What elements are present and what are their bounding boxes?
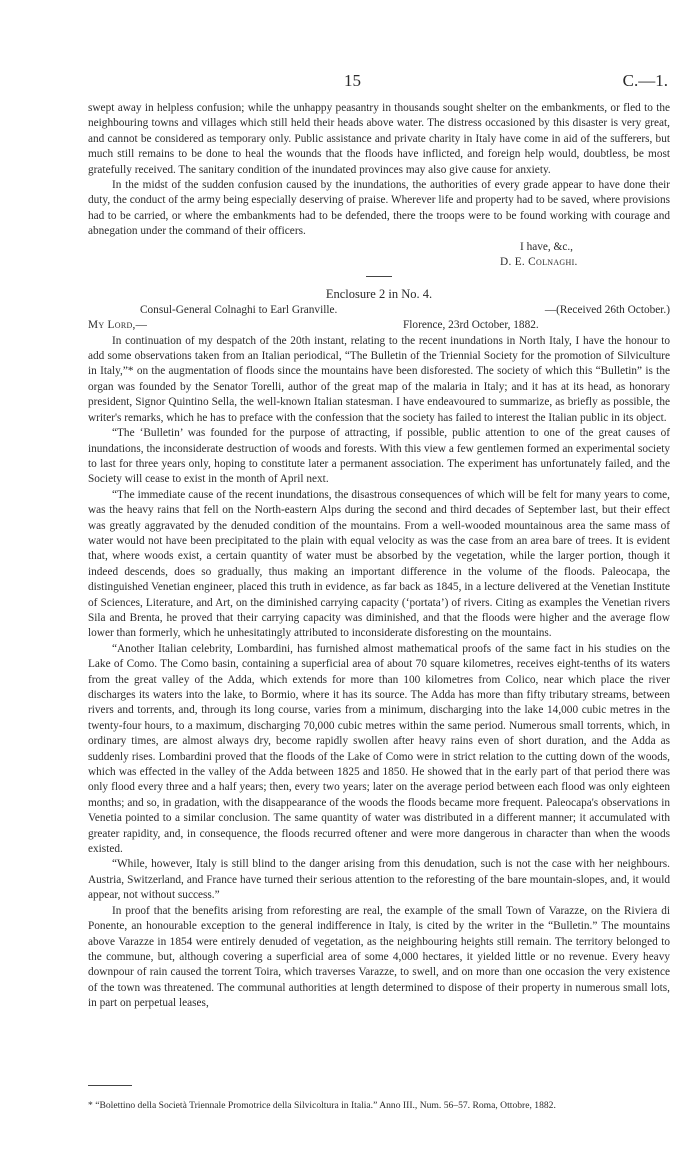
closing-text: I have, &c., — [520, 240, 574, 253]
page-header — [88, 71, 668, 91]
signature-line — [88, 255, 670, 270]
signature: D. E. Colnaghi. — [500, 256, 578, 269]
paper-reference: C.—1. — [622, 71, 668, 90]
received-date: —(Received 26th October.) — [544, 303, 670, 316]
document-body — [88, 101, 670, 1012]
paragraph: In continuation of my despatch of the 20th instant, relating to the recent inundations in North Italy, I have the honour to add some observations taken from an Italian periodical, “The Bulletin of the Triennial Society for the promotion of Silviculture in Italy,”* on the augmentation of floods since the mountains have been disforested. The society of which this “Bulletin” is the organ was founded by the Senator Torelli, author of the great map of the malaria in Italy; and it has at its head, as honorary president, Signor Quintino Sella, the well-known Italian statesman. I have endeavoured to summarize, as briefly as possible, the writer's remarks, which he has to preface with the confession that the society has failed to interest the Italian public in its object. — [88, 334, 670, 424]
closing-line — [88, 240, 670, 255]
paragraph: “While, however, Italy is still blind to the danger arising from this denudation, such is not the case with her neighbours. Austria, Switzerland, and France have turned their serious attention to the reforesting of the bare mountain-slopes, and, it would appear, not without success.” — [88, 858, 670, 902]
enclosure-title: Enclosure 2 in No. 4. — [325, 287, 433, 302]
paragraph: In proof that the benefits arising from reforesting are real, the example of the small Town of Varazze, on the Riviera di Ponente, an honourable exception to the general indifference in Italy, is cited by the writer in the “Bulletin.” The mountains above Varazze in 1854 were entirely denuded of vegetation, as the neighbouring heights still remain. The territory belonged to the commune, but, although covering a superficial area of some 4,000 hectares, it yielded little or no revenue. Every heavy downpour of rain caused the torrent Toira, which traverses Varazze, to swell, and on more than one occasion the very existence of the town was threatened. The communal authorities at length determined to dispose of their property in numerous small lots, in part on perpetual leases, — [88, 904, 670, 1010]
dispatch-from: Consul-General Colnaghi to Earl Granville. — [140, 303, 338, 316]
footnote: * “Bolettino della Società Triennale Promotrice della Silvicoltura in Italia.” Anno III., Num. 56–57. Roma, Ottobre, 1882. — [88, 1099, 556, 1111]
paragraph: “The ‘Bulletin’ was founded for the purpose of attracting, if possible, public attention to one of the great causes of inundations, the inconsiderate destruction of woods and forests. With this view a few gentlemen formed an experimental society to last for three years only, hoping to constitute later a permanent association. The experiment has unfortunately failed, and the Society will cease to exist in the month of April next. — [88, 427, 670, 486]
paragraph-authorities: In the midst of the sudden confusion caused by the inundations, the authorities of every grade appear to have done their duty, the conduct of the army being especially deserving of praise. Wherever life and property had to be saved, where provisions had to be carried, or where the embankments had to be defended, there the troops were to be found working with courage and abnegation under the command of their officers. — [88, 179, 670, 238]
footnote-divider — [88, 1085, 132, 1086]
dispatch-heading — [88, 303, 670, 318]
paragraph: “The immediate cause of the recent inundations, the disastrous consequences of which will be felt for many years to come, was the heavy rains that fell on the North-eastern Alps during the second and third decades of September last, but their effect was greatly aggravated by the denuded condition of the mountains. From a well-wooded mountainous area the same mass of water would not have been precipitated to the plain with equal velocity as was the case from an area bare of trees. It is evident that, where woods exist, a certain quantity of water must be absorbed by the vegetation, while the larger portion, though it indeed descends, does so gradually, thus making an important difference in the volume of the floods. Paleocapa, the distinguished Venetian engineer, placed this truth in evidence, as far back as 1845, in a lecture delivered at the Venetian Institute of Sciences, Literature, and Art, on the diminished carrying capacity (‘portata’) of rivers. Citing as examples the Venetian rivers Sila and Brenta, he proved that their carrying capacity was diminished, and that the floods were higher and the average flow lower than formerly, which he unhesitatingly attributed to inconsiderate disforesting on the mountains. — [88, 488, 670, 640]
paragraph: “Another Italian celebrity, Lombardini, has furnished almost mathematical proofs of the same fact in his studies on the Lake of Como. The Como basin, containing a superficial area of about 70 square kilometres, receives eight-tenths of its waters from the great valley of the Adda, which extends for more than 100 kilometres from Colico, near which place the river discharges its waters into the lake, to Bormio, where it has its source. The Adda has more than fifty tributary streams, between rivers and torrents, and, through its long course, varies from a minimum, discharging into the lake 14,000 cubic metres in the twenty-four hours, to a maximum, discharging 70,000 cubic metres within the same period. Numerous small torrents, which, in ordinary times, are almost always dry, become rapidly swollen after heavy rains even of short duration, and the Adda as suddenly rises. Lombardini proved that the floods of the Lake of Como were in strict relation to the cutting down of the woods, which was effected in the valley of the Adda between 1825 and 1850. He showed that in the early part of that period there was only flood every three and a half years; then, every two years; later on the average period between each flood was only eighteen months; and so, in gradation, with the disappearance of the woods the floods became more frequent. Paleocapa's observations in Venetia pointed to a similar conclusion. The same quantity of water was distributed in a different manner; it accumulated with greater rapidity, and, in consequence, the floods recurred oftener and were more dangerous in character than when the woods existed. — [88, 642, 670, 856]
section-divider — [366, 276, 392, 277]
continued-paragraph: swept away in helpless confusion; while the unhappy peasantry in thousands sought shelter on the embankments, or fled to the neighbouring towns and villages which still held their heads above water. The distress occasioned by this disaster is very great, and cannot be considered as temporary only. Public assistance and private charity in Italy have come in aid of the sufferers, but much still remains to be done to heal the wounds that the floods have inflicted, and foreign help would, doubtless, be most gratefully received. The sanitary condition of the inundated provinces may also give cause for anxiety. — [88, 102, 670, 176]
salutation-line — [88, 318, 670, 333]
page-number: 15 — [344, 71, 361, 90]
salutation: My Lord,— — [88, 319, 148, 332]
dateline: Florence, 23rd October, 1882. — [403, 319, 539, 332]
